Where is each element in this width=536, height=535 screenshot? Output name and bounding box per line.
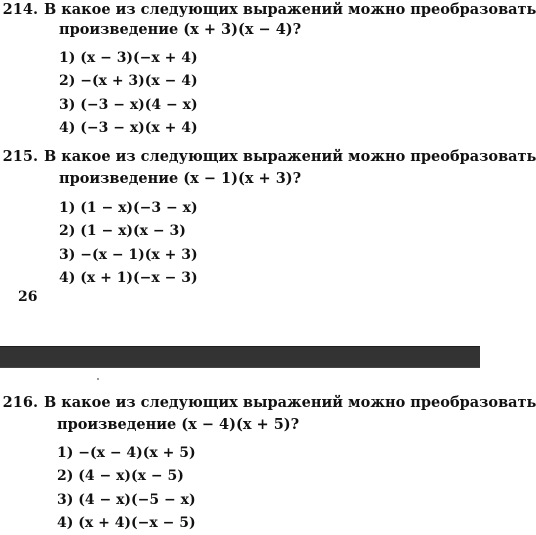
option-3: 3) (4 − x)(−5 − x) [57, 491, 196, 508]
option-1: 1) −(x − 4)(x + 5) [57, 445, 196, 461]
problem-number: 215. [2, 148, 38, 165]
problem-header [0, 147, 536, 167]
page-number: 26 [18, 289, 38, 305]
problem-question-line1: В какое из следующих выражений можно преобразовать [44, 148, 536, 165]
problem-number: 216. [2, 394, 38, 411]
problem-question-line2: произведение (x + 3)(x − 4)? [59, 21, 302, 38]
scan-artifact [97, 378, 99, 380]
option-1: 1) (x − 3)(−x + 4) [59, 50, 198, 66]
problem-question-line1: В какое из следующих выражений можно преобразовать [44, 394, 536, 411]
option-2: 2) −(x + 3)(x − 4) [59, 73, 198, 90]
problem-question-line2: произведение (x − 4)(x + 5)? [57, 416, 300, 433]
option-1: 1) (1 − x)(−3 − x) [59, 200, 198, 216]
problem-header [0, 393, 536, 413]
page-separator [0, 346, 480, 368]
option-3: 3) −(x − 1)(x + 3) [59, 246, 198, 263]
problem-number: 214. [2, 1, 38, 18]
option-3: 3) (−3 − x)(4 − x) [59, 96, 198, 113]
option-4: 4) (−3 − x)(x + 4) [59, 119, 198, 136]
problem-question-line1: В какое из следующих выражений можно преобразовать [44, 1, 536, 18]
options-list [57, 442, 196, 535]
option-4: 4) (x + 4)(−x − 5) [57, 514, 196, 531]
problem-header [0, 0, 536, 20]
option-2: 2) (4 − x)(x − 5) [57, 468, 184, 485]
option-4: 4) (x + 1)(−x − 3) [59, 269, 198, 286]
options-list [59, 47, 198, 140]
option-2: 2) (1 − x)(x − 3) [59, 223, 186, 240]
problem-question-line2: произведение (x − 1)(x + 3)? [59, 170, 302, 187]
options-list [59, 197, 198, 290]
